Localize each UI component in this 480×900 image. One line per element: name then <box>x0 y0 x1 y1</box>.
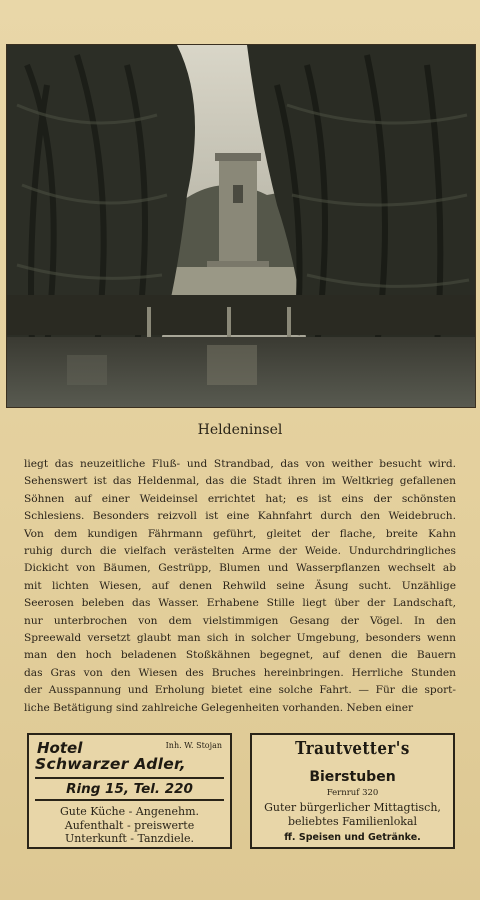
feature-line: Aufenthalt - preiswerte <box>64 818 195 832</box>
bierstuben-footer: ff. Speisen und Getränke. <box>284 832 421 843</box>
hotel-name: Schwarzer Adler, <box>35 755 186 773</box>
body-line: Seerosen beleben das Wasser. Erhabene Stille liegt über der Landschaft, <box>24 597 456 610</box>
body-line: ruhig durch die vielfach verästelten Arme der Weide. Undurchdringliches <box>24 545 456 558</box>
divider <box>35 799 224 801</box>
body-line: Schlesiens. Besonders reizvoll ist eine Kahnfahrt durch den Weidebruch. <box>24 510 456 523</box>
brand-logo: Trautvetter's <box>295 737 410 759</box>
body-line: Spreewald versetzt glaubt man sich in solcher Umgebung, besonders wenn <box>24 632 456 645</box>
bierstuben-features <box>252 801 453 828</box>
feature-line: Unterkunft - Tanzdiele. <box>64 832 195 845</box>
body-line: man den hoch beladenen Stoßkähnen begegnet, auf denen die Bauern <box>24 649 456 662</box>
feature-line: Gute Küche - Angenehm. <box>59 805 199 818</box>
body-line: Dickicht von Bäumen, Gestrüpp, Blumen und Wasserpflanzen wechselt ab <box>24 562 456 575</box>
body-line: Söhnen auf einer Weideinsel errichtet hat; es ist eins der schönsten <box>24 492 456 505</box>
body-line: nur unterbrochen von dem vielstimmigen Gesang der Vögel. In den <box>24 614 456 627</box>
body-line: das Gras von den Wiesen des Bruches hereinbringen. Herrliche Stunden <box>24 666 456 679</box>
body-line: liegt das neuzeitliche Fluß- und Strandbad, das von weither besucht wird. <box>24 458 456 470</box>
body-line: Von dem kundigen Fährmann geführt, gleitet der flache, breite Kahn <box>24 527 456 540</box>
feature-line: Guter bürgerlicher Mittagtisch, <box>264 801 441 814</box>
hotel-advertisement <box>27 733 232 849</box>
body-line: Sehenswert ist das Heldenmal, das die Stadt ihren im Weltkrieg gefallenen <box>24 475 456 488</box>
body-line: mit lichten Wiesen, auf denen Rehwild seine Äsung sucht. Unzählige <box>24 579 456 592</box>
hotel-features <box>29 805 230 846</box>
feature-line: beliebtes Familienlokal <box>287 814 418 828</box>
bierstuben-title: Bierstuben <box>309 769 396 785</box>
owner-name: Inh. W. Stojan <box>165 741 222 750</box>
body-line: liche Betätigung sind zahlreiche Gelegenheiten vorhanden. Neben einer <box>24 701 414 714</box>
divider <box>35 777 224 779</box>
willow-trees-memorial-photo <box>7 45 475 407</box>
bierstuben-advertisement <box>250 733 455 849</box>
body-line: der Ausspannung und Erholung bietet eine solche Fahrt. — Für die sport- <box>24 684 456 697</box>
memorial-photo <box>6 44 476 408</box>
hotel-label: Hotel <box>37 739 83 757</box>
phone-number: Fernruf 320 <box>326 788 379 798</box>
photo-caption: Heldeninsel <box>197 422 283 438</box>
hotel-address: Ring 15, Tel. 220 <box>66 781 193 797</box>
body-text <box>24 456 456 717</box>
